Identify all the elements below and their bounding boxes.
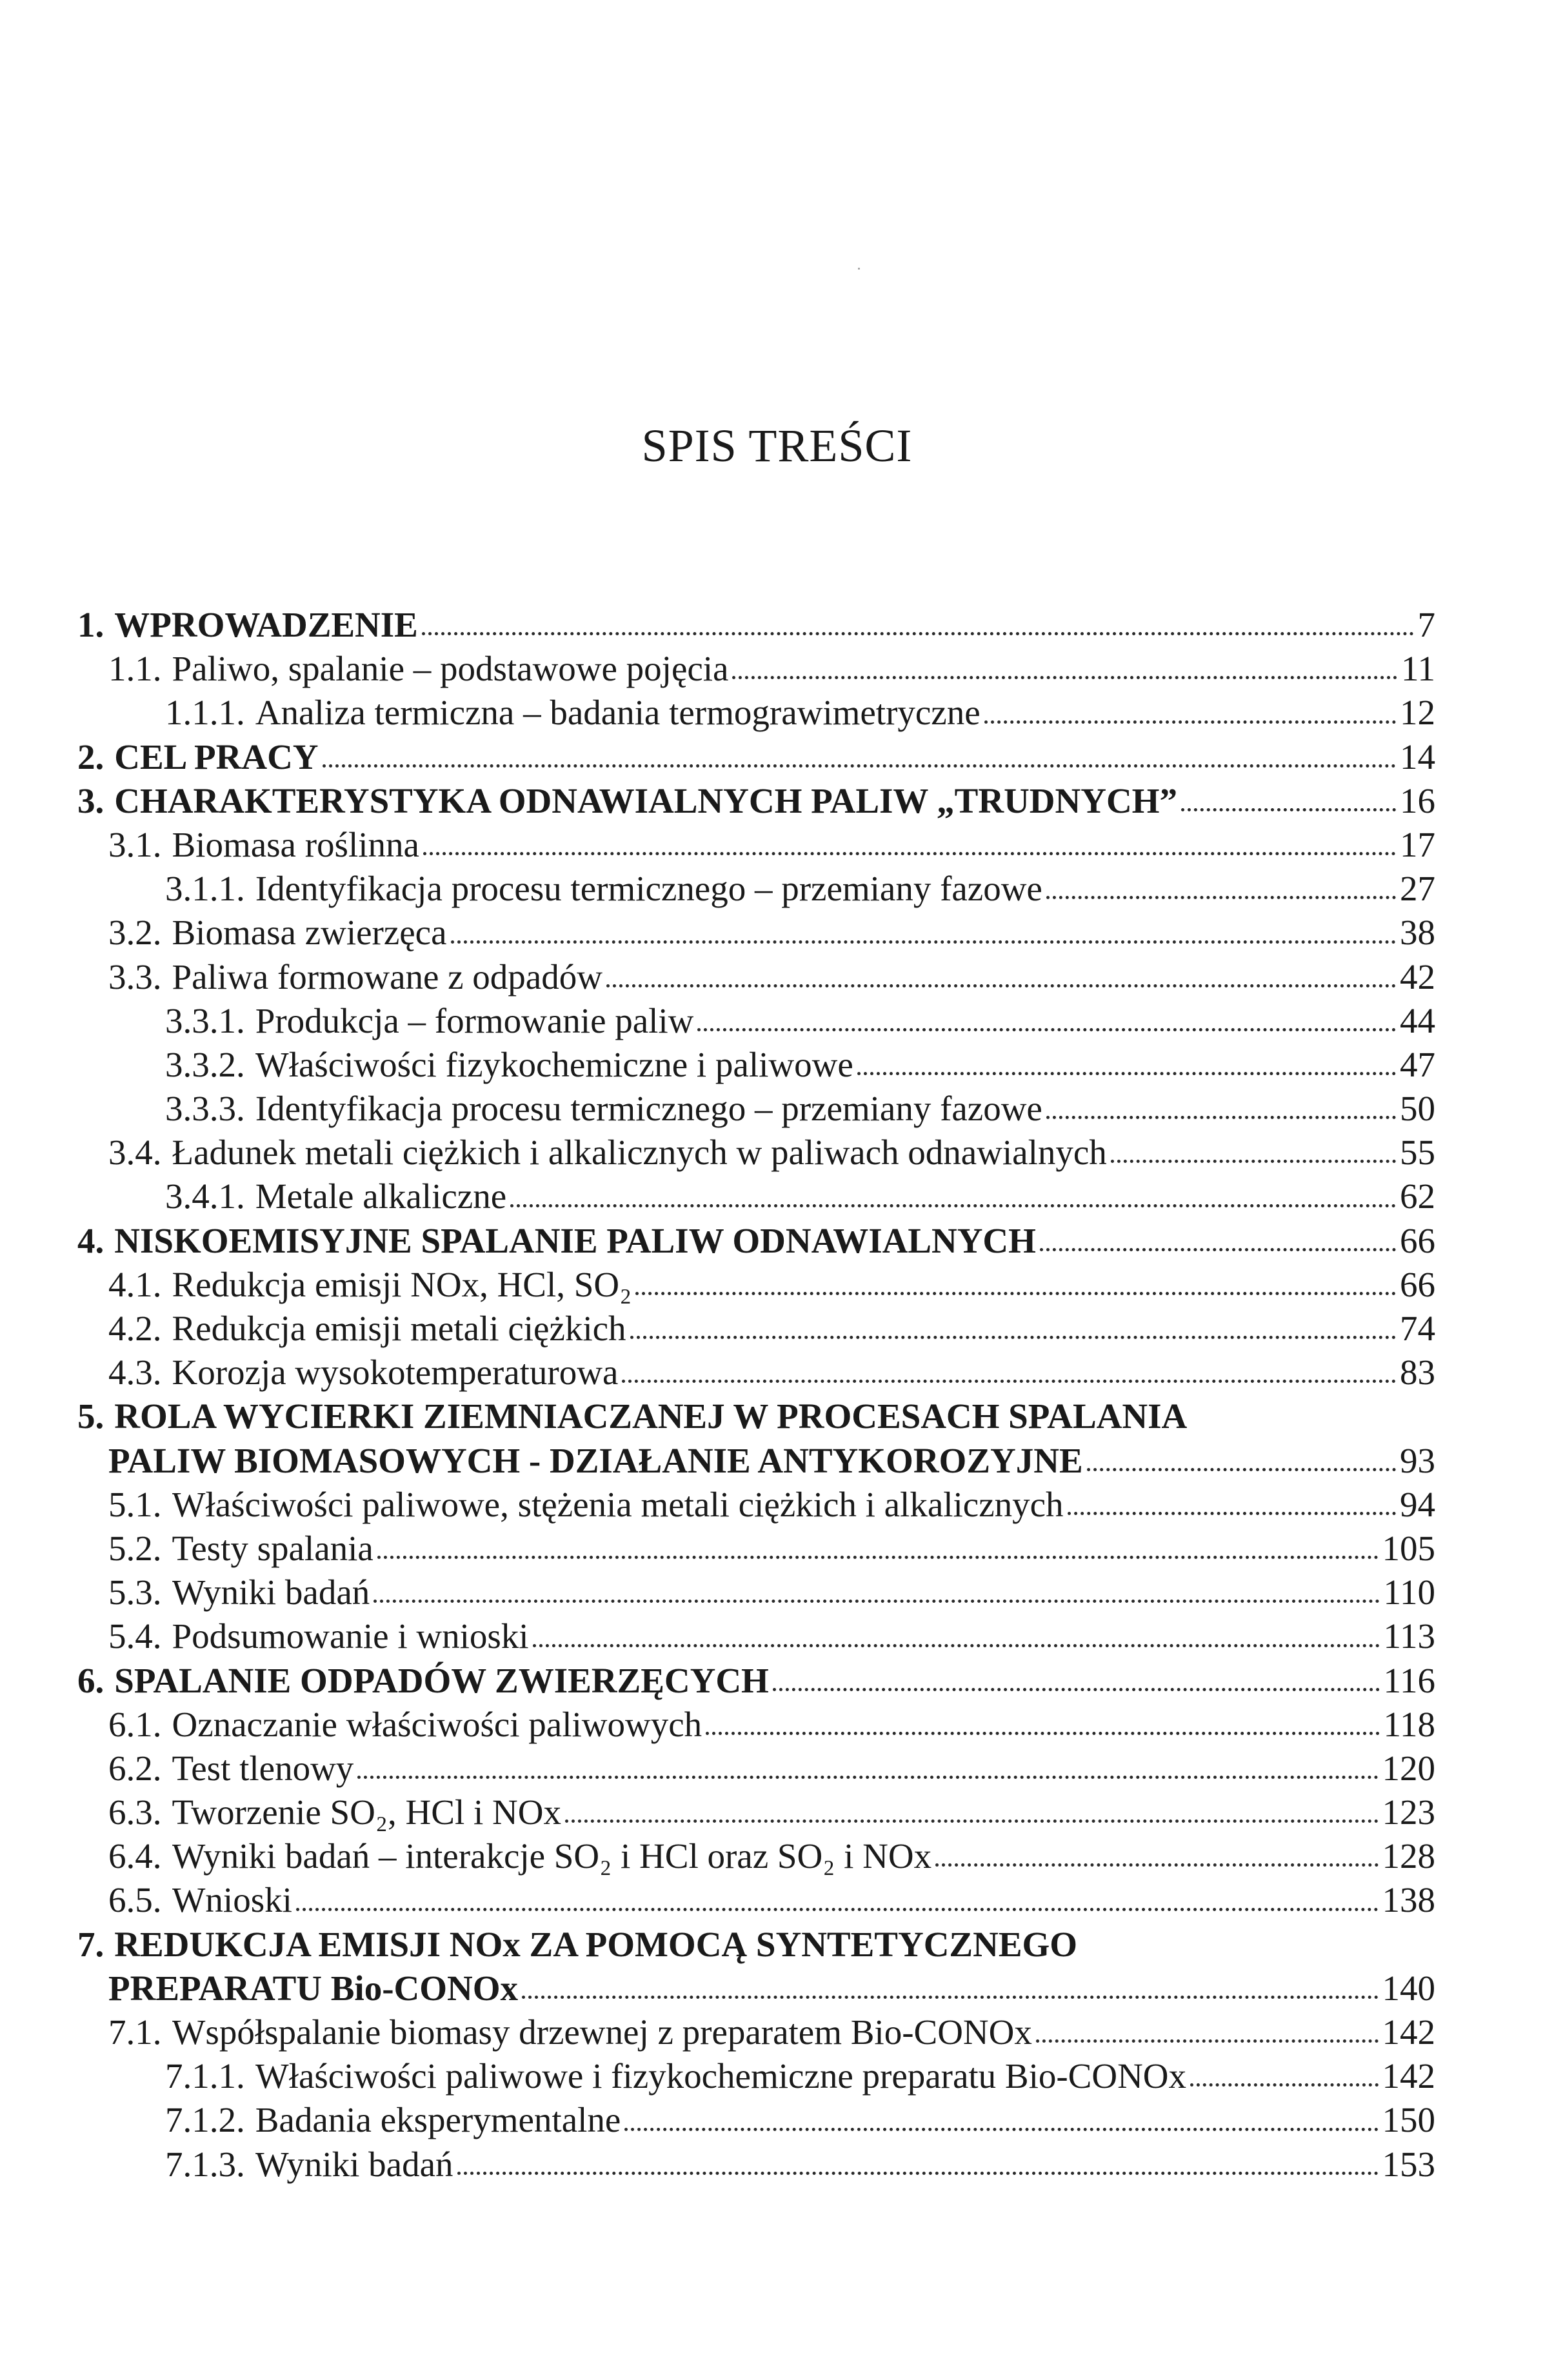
toc-leader xyxy=(1036,2039,1379,2043)
toc-section xyxy=(77,1834,1435,1878)
toc-title: Ładunek metali ciężkich i alkalicznych w paliwach odnawialnych xyxy=(172,1133,1107,1173)
toc-page-number: 150 xyxy=(1382,2100,1435,2140)
toc-leader xyxy=(706,1732,1379,1735)
toc-leader xyxy=(451,940,1396,944)
toc-title: Biomasa zwierzęca xyxy=(172,913,447,953)
toc-number: 7.1.1. xyxy=(165,2056,245,2096)
toc-number: 3.4.1. xyxy=(165,1176,245,1216)
toc-page-number: 14 xyxy=(1400,737,1435,777)
toc-page-number: 142 xyxy=(1382,2056,1435,2096)
toc-number: 3.3.2. xyxy=(165,1044,245,1084)
toc-leader xyxy=(630,1336,1396,1339)
toc-title: Test tlenowy xyxy=(172,1748,354,1788)
toc-leader xyxy=(323,764,1396,768)
toc-title: ROLA WYCIERKI ZIEMNIACZANEJ W PROCESACH SPALANIA xyxy=(114,1396,1188,1436)
toc-page-number: 17 xyxy=(1400,824,1435,864)
toc-leader xyxy=(1040,1248,1396,1251)
toc-number: 3. xyxy=(77,780,105,820)
toc-page-number: 116 xyxy=(1383,1660,1435,1700)
toc-section xyxy=(77,955,1435,999)
toc-leader xyxy=(1046,896,1396,899)
toc-page-number: 105 xyxy=(1382,1528,1435,1568)
toc-title: Metale alkaliczne xyxy=(255,1176,507,1216)
toc-leader xyxy=(565,1820,1379,1823)
toc-leader xyxy=(857,1072,1396,1075)
toc-section xyxy=(77,823,1435,867)
toc-section xyxy=(77,647,1435,691)
toc-page-number: 66 xyxy=(1400,1220,1435,1260)
toc-leader xyxy=(1181,808,1396,811)
toc-section xyxy=(77,1790,1435,1834)
toc-chapter xyxy=(77,1219,1435,1263)
toc-section xyxy=(77,1483,1435,1527)
toc-number: 7.1. xyxy=(108,2012,162,2052)
toc-leader xyxy=(606,984,1396,987)
toc-title: Identyfikacja procesu termicznego – przemiany fazowe xyxy=(255,1089,1042,1129)
toc-number: 4.3. xyxy=(108,1353,162,1393)
toc-section xyxy=(77,1878,1435,1922)
toc-leader xyxy=(377,1556,1379,1559)
toc-title: SPALANIE ODPADÓW ZWIERZĘCYCH xyxy=(114,1660,769,1700)
toc-number: 4.2. xyxy=(108,1309,162,1348)
toc-leader xyxy=(357,1776,1378,1779)
toc-title: Paliwo, spalanie – podstawowe pojęcia xyxy=(172,649,729,689)
toc-title: Tworzenie SO₂, HCl i NOx xyxy=(172,1792,561,1832)
toc-page-number: 142 xyxy=(1382,2012,1435,2052)
toc-number: 3.3.3. xyxy=(165,1089,245,1129)
toc-title: NISKOEMISYJNE SPALANIE PALIW ODNAWIALNYCH xyxy=(114,1220,1036,1260)
toc-section xyxy=(77,911,1435,955)
toc-page-number: 140 xyxy=(1382,1968,1435,2008)
toc-page-number: 94 xyxy=(1400,1484,1435,1524)
toc-leader xyxy=(773,1688,1380,1691)
toc-page-number: 62 xyxy=(1400,1176,1435,1216)
toc-title: Wyniki badań xyxy=(255,2144,453,2184)
toc-leader xyxy=(296,1908,1379,1911)
toc-leader xyxy=(984,720,1396,724)
toc-title: Wyniki badań – interakcje SO₂ i HCl oraz SO₂ i NOx xyxy=(172,1836,932,1876)
toc-page-number: 16 xyxy=(1400,780,1435,820)
toc-page-number: 83 xyxy=(1400,1353,1435,1393)
toc-section xyxy=(77,1131,1435,1175)
toc-page-number: 120 xyxy=(1382,1748,1435,1788)
toc-number: 6.4. xyxy=(108,1836,162,1876)
toc-chapter-continuation xyxy=(77,1439,1435,1483)
toc-leader xyxy=(935,1863,1378,1867)
toc-page-number: 44 xyxy=(1400,1000,1435,1040)
toc-number: 3.3.1. xyxy=(165,1000,245,1040)
toc-subsection xyxy=(77,691,1435,735)
toc-subsection xyxy=(77,1087,1435,1131)
toc-leader xyxy=(423,852,1396,855)
toc-number: 3.4. xyxy=(108,1133,162,1173)
toc-page-number: 12 xyxy=(1400,693,1435,733)
toc-number: 1.1.1. xyxy=(165,693,245,733)
toc-leader xyxy=(522,1996,1378,1999)
toc-page-number: 93 xyxy=(1400,1440,1435,1480)
toc-leader xyxy=(1087,1468,1396,1471)
toc-page-number: 38 xyxy=(1400,913,1435,953)
toc-leader xyxy=(624,2128,1378,2131)
toc-subsection xyxy=(77,2143,1435,2187)
toc-subsection xyxy=(77,2098,1435,2142)
toc-number: 5.4. xyxy=(108,1616,162,1656)
toc-number: 5. xyxy=(77,1396,105,1436)
toc-number: 4.1. xyxy=(108,1264,162,1304)
toc-page-number: 27 xyxy=(1400,869,1435,909)
toc-chapter xyxy=(77,735,1435,779)
page-title: SPIS TREŚCI xyxy=(641,420,913,471)
toc-leader xyxy=(510,1204,1396,1207)
toc-number: 7.1.3. xyxy=(165,2144,245,2184)
toc-number: 7.1.2. xyxy=(165,2100,245,2140)
toc-number: 3.3. xyxy=(108,957,162,997)
toc-leader xyxy=(697,1028,1396,1031)
toc-number: 4. xyxy=(77,1220,105,1260)
toc-title: Identyfikacja procesu termicznego – przemiany fazowe xyxy=(255,869,1042,909)
table-of-contents xyxy=(77,603,1435,2187)
toc-number: 3.1. xyxy=(108,824,162,864)
toc-title: CEL PRACY xyxy=(114,737,319,777)
toc-chapter xyxy=(77,1923,1435,1967)
toc-subsection xyxy=(77,2054,1435,2098)
toc-number: 2. xyxy=(77,737,105,777)
toc-section xyxy=(77,1351,1435,1394)
toc-title: Podsumowanie i wnioski xyxy=(172,1616,529,1656)
toc-leader xyxy=(1111,1160,1396,1163)
toc-title: Redukcja emisji metali ciężkich xyxy=(172,1309,626,1348)
toc-leader xyxy=(457,2172,1379,2175)
toc-title: REDUKCJA EMISJI NOx ZA POMOCĄ SYNTETYCZNEGO xyxy=(114,1924,1078,1964)
toc-title: CHARAKTERYSTYKA ODNAWIALNYCH PALIW „TRUDNYCH” xyxy=(114,780,1177,820)
toc-leader xyxy=(732,676,1397,679)
toc-chapter xyxy=(77,779,1435,823)
toc-number: 5.3. xyxy=(108,1572,162,1612)
toc-number: 6.2. xyxy=(108,1748,162,1788)
toc-page-number: 153 xyxy=(1382,2144,1435,2184)
toc-number: 6.5. xyxy=(108,1880,162,1920)
toc-title: PREPARATU Bio-CONOx xyxy=(108,1968,519,2008)
toc-page-number: 42 xyxy=(1400,957,1435,997)
toc-section xyxy=(77,1614,1435,1658)
toc-page-number: 7 xyxy=(1417,605,1435,644)
toc-number: 5.1. xyxy=(108,1484,162,1524)
toc-number: 5.2. xyxy=(108,1528,162,1568)
toc-title: Biomasa roślinna xyxy=(172,824,419,864)
toc-number: 6.3. xyxy=(108,1792,162,1832)
toc-page-number: 110 xyxy=(1383,1572,1435,1612)
toc-subsection xyxy=(77,867,1435,911)
toc-leader xyxy=(374,1600,1379,1603)
scan-speck xyxy=(858,268,860,270)
toc-chapter-continuation xyxy=(77,1967,1435,2010)
toc-number: 1.1. xyxy=(108,649,162,689)
toc-title: Właściwości fizykochemiczne i paliwowe xyxy=(255,1044,853,1084)
toc-subsection xyxy=(77,999,1435,1043)
toc-chapter xyxy=(77,603,1435,647)
toc-title: Wyniki badań xyxy=(172,1572,370,1612)
toc-section xyxy=(77,1703,1435,1747)
toc-title: Produkcja – formowanie paliw xyxy=(255,1000,694,1040)
toc-leader xyxy=(422,632,1414,635)
toc-number: 1. xyxy=(77,605,105,644)
toc-number: 3.1.1. xyxy=(165,869,245,909)
toc-title: WPROWADZENIE xyxy=(114,605,418,644)
toc-number: 3.2. xyxy=(108,913,162,953)
toc-subsection xyxy=(77,1043,1435,1087)
toc-page-number: 138 xyxy=(1382,1880,1435,1920)
toc-chapter xyxy=(77,1659,1435,1703)
toc-title: Testy spalania xyxy=(172,1528,374,1568)
toc-leader xyxy=(1190,2083,1378,2087)
toc-leader xyxy=(533,1644,1380,1647)
toc-section xyxy=(77,2010,1435,2054)
toc-page-number: 113 xyxy=(1383,1616,1435,1656)
toc-title: Właściwości paliwowe, stężenia metali ciężkich i alkalicznych xyxy=(172,1484,1064,1524)
toc-page-number: 55 xyxy=(1400,1133,1435,1173)
toc-section xyxy=(77,1571,1435,1614)
toc-section xyxy=(77,1747,1435,1790)
toc-leader xyxy=(1046,1116,1396,1119)
toc-subsection xyxy=(77,1175,1435,1218)
toc-title: Współspalanie biomasy drzewnej z preparatem Bio-CONOx xyxy=(172,2012,1032,2052)
toc-number: 6.1. xyxy=(108,1704,162,1744)
toc-page-number: 118 xyxy=(1383,1704,1435,1744)
toc-title: Badania eksperymentalne xyxy=(255,2100,621,2140)
toc-title: Paliwa formowane z odpadów xyxy=(172,957,603,997)
toc-title: Wnioski xyxy=(172,1880,292,1920)
toc-page-number: 66 xyxy=(1400,1264,1435,1304)
toc-page-number: 123 xyxy=(1382,1792,1435,1832)
toc-title: Korozja wysokotemperaturowa xyxy=(172,1353,619,1393)
toc-section xyxy=(77,1263,1435,1307)
toc-title: Oznaczanie właściwości paliwowych xyxy=(172,1704,702,1744)
toc-leader xyxy=(622,1380,1396,1383)
toc-number: 7. xyxy=(77,1924,105,1964)
toc-title: PALIW BIOMASOWYCH - DZIAŁANIE ANTYKOROZYJNE xyxy=(108,1440,1083,1480)
toc-chapter xyxy=(77,1394,1435,1438)
toc-leader xyxy=(1068,1512,1396,1515)
toc-page-number: 128 xyxy=(1382,1836,1435,1876)
toc-title: Analiza termiczna – badania termograwimetryczne xyxy=(255,693,981,733)
toc-number: 6. xyxy=(77,1660,105,1700)
toc-page-number: 74 xyxy=(1400,1309,1435,1348)
toc-page-number: 50 xyxy=(1400,1089,1435,1129)
toc-page-number: 11 xyxy=(1401,649,1435,689)
toc-title: Właściwości paliwowe i fizykochemiczne preparatu Bio-CONOx xyxy=(255,2056,1187,2096)
toc-title: Redukcja emisji NOx, HCl, SO₂ xyxy=(172,1264,632,1304)
toc-section xyxy=(77,1307,1435,1351)
toc-leader xyxy=(635,1292,1396,1295)
toc-page-number: 47 xyxy=(1400,1044,1435,1084)
toc-section xyxy=(77,1527,1435,1571)
